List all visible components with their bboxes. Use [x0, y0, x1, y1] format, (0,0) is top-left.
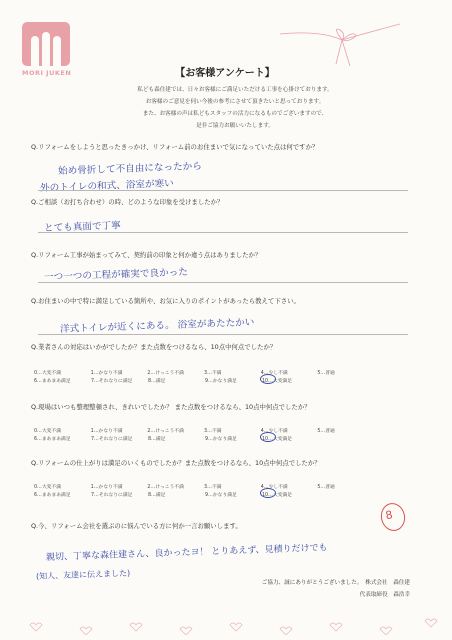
answer-1-line-1: 始め骨折して不自由になったから [57, 160, 203, 177]
scale-option: 6…まあまあ満足 [34, 379, 71, 384]
scale-option: 9…かなり満足 [205, 379, 237, 384]
footer-thanks: ご協力、誠にありがとうございました。 株式会社 森住建 [261, 580, 410, 586]
rating-scale-q7 [34, 483, 374, 499]
scale-option: 1…かなり不満 [90, 429, 123, 434]
scale-option: 5…普通 [317, 429, 335, 434]
question-3: Q.リフォーム工事が始まってみて、契約前の印象と何か違う点はありましたか？ [31, 251, 262, 259]
scale-option: 1…かなり不満 [90, 485, 123, 490]
scale-option: 4…少し不満 [260, 485, 288, 490]
scale-option: 3…不満 [204, 485, 222, 490]
scale-option: 7…それなりに満足 [91, 379, 133, 384]
scale-option: 8…満足 [148, 493, 166, 498]
selected-rating-circle [260, 488, 276, 498]
question-4: Q.お住まいの中で特に満足している箇所や、お気に入りのポイントがあったら教えて下さい。 [31, 297, 300, 305]
scale-option: 10…大変満足 [262, 437, 293, 442]
scale-option: 10…大変満足 [262, 379, 293, 384]
intro-line: 私ども森住建では、日々お客様にご満足いただける工事を心掛けております。 [137, 87, 333, 93]
scale-option: 2…けっこう不満 [147, 371, 184, 376]
scale-option: 3…不満 [204, 371, 222, 376]
scale-option: 0…大変不満 [34, 485, 62, 490]
scale-option: 5…普通 [317, 371, 335, 376]
rating-scale-q5 [34, 369, 374, 385]
answer-line [38, 232, 408, 233]
answer-line [38, 282, 408, 283]
intro-line: また、お客様の声は私どもスタッフの活力になるものでございますので、 [142, 111, 328, 117]
question-5: Q.業者さんの対応はいかがでしたか？また点数をつけるなら、10点中何点でしたか？ [31, 343, 277, 351]
question-1: Q.リフォームをしようと思ったきっかけ、リフォーム前のお住まいで気になっていた点は何ですか？ [31, 143, 319, 151]
score-number: 8 [384, 508, 394, 523]
intro-line: 是非ご協力お願いいたします。 [196, 123, 274, 129]
question-7: Q.リフォームの仕上がりは満足のいくものでしたか？また点数をつけるなら、10点中何点でしたか？ [31, 459, 321, 467]
intro-line: お客様のご意見を伺い今後の参考にさせて頂きたいと思っております。 [145, 99, 325, 105]
answer-8-line-2: (知人、友達に伝えました) [35, 568, 131, 581]
scale-option: 6…まあまあ満足 [34, 437, 71, 442]
footer-representative: 代表取締役 森浩幸 [359, 592, 410, 598]
scale-option: 7…それなりに満足 [91, 437, 133, 442]
scale-option: 2…けっこう不満 [147, 429, 184, 434]
logo-m-mark [22, 22, 70, 66]
scale-option: 5…普通 [317, 485, 335, 490]
ribbon-decoration [280, 20, 400, 70]
scale-option: 0…大変不満 [34, 429, 62, 434]
answer-8-line-1: 親切、丁寧な森住建さん、良かったヨ！ とりあえず、見積りだけでも [45, 543, 328, 563]
scale-option: 9…かなり満足 [205, 493, 237, 498]
question-6: Q.現場はいつも整理整頓され、きれいでしたか？ また点数をつけるなら、10点中何点でしたか？ [31, 403, 311, 411]
heart-border-decoration [20, 595, 440, 635]
selected-rating-circle [260, 432, 276, 442]
scale-option: 7…それなりに満足 [91, 493, 133, 498]
company-logo [22, 22, 74, 80]
selected-rating-circle [260, 374, 276, 384]
answer-2: とても真面で丁寧 [43, 220, 121, 234]
scale-option: 3…不満 [204, 429, 222, 434]
scale-option: 1…かなり不満 [90, 371, 123, 376]
scale-option: 6…まあまあ満足 [34, 493, 71, 498]
scale-option: 4…少し不満 [260, 429, 288, 434]
scale-option: 0…大変不満 [34, 371, 62, 376]
answer-line [38, 190, 408, 191]
question-2: Q.ご相談（お打ち合わせ）の時、どのような印象を受けましたか？ [31, 198, 224, 206]
scale-option: 4…少し不満 [260, 371, 288, 376]
scale-option: 2…けっこう不満 [147, 485, 184, 490]
scale-option: 8…満足 [148, 437, 166, 442]
scale-option: 9…かなり満足 [205, 437, 237, 442]
answer-1-line-2: 外のトイレの和式、浴室が寒い [39, 178, 175, 194]
page-title: 【お客様アンケート】 [175, 68, 275, 79]
logo-brand-text: MORI JUKEN [22, 69, 72, 77]
handwritten-score-mark [378, 501, 407, 533]
scale-option: 8…満足 [148, 379, 166, 384]
question-8: Q.今、リフォーム会社を選ぶのに悩んでいる方に何か一言お願いします。 [31, 522, 242, 530]
intro-text [70, 84, 400, 132]
scale-option: 10…大変満足 [262, 493, 293, 498]
answer-line [38, 334, 408, 335]
answer-3: 一つ一つの工程が確実で良かった [43, 266, 189, 283]
rating-scale-q6 [34, 427, 374, 443]
answer-4: 洋式トイレが近くにある。 浴室があたたかい [59, 317, 255, 335]
